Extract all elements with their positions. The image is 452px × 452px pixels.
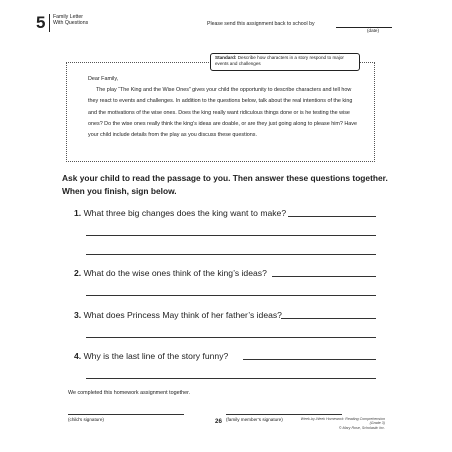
credit (300, 417, 385, 430)
standard-label: Standard: (215, 55, 237, 60)
assignment-type-line1: Family Letter (53, 14, 83, 20)
child-signature-label: (child’s signature) (68, 417, 104, 422)
answer-line[interactable] (281, 318, 376, 319)
child-signature-line[interactable] (68, 414, 184, 415)
standard-text: Describe how characters in a story respond to major events and challenges (215, 55, 344, 66)
answer-line[interactable] (288, 216, 376, 217)
answer-line[interactable] (86, 235, 376, 236)
credit-line-2: © Mary Rose, Scholastic Inc. (338, 425, 385, 430)
question-number: 4. (74, 351, 82, 361)
question-4 (74, 351, 228, 361)
answer-line[interactable] (86, 295, 376, 296)
credit-line-1: Week-by-Week Homework: Reading Comprehension (Grade 3) (300, 417, 385, 426)
date-label: (date) (367, 28, 380, 33)
assignment-type (53, 14, 88, 26)
standard-box (210, 53, 360, 71)
family-signature-line[interactable] (226, 414, 342, 415)
question-number: 3. (74, 310, 82, 320)
answer-line[interactable] (86, 378, 376, 379)
answer-line[interactable] (86, 337, 376, 338)
question-3 (74, 310, 282, 320)
question-number: 2. (74, 268, 82, 278)
family-signature-label: (family member’s signature) (226, 417, 283, 422)
answer-line[interactable] (243, 359, 376, 360)
page-number: 26 (215, 418, 222, 425)
send-back-text: Please send this assignment back to school by (207, 21, 315, 27)
answer-line[interactable] (86, 254, 376, 255)
date-blank[interactable] (336, 27, 392, 28)
question-2 (74, 268, 267, 278)
question-text: What do the wise ones think of the king’s ideas? (83, 268, 267, 278)
question-number: 1. (74, 208, 82, 218)
question-text: What three big changes does the king want to make? (83, 208, 287, 218)
question-1 (74, 208, 286, 218)
question-text: Why is the last line of the story funny? (83, 351, 229, 361)
assignment-type-line2: With Questions (53, 20, 89, 26)
question-text: What does Princess May think of her father’s ideas? (83, 310, 282, 320)
assignment-number: 5 (36, 13, 46, 32)
family-letter (88, 74, 360, 141)
letter-greeting: Dear Family, (88, 76, 119, 82)
completion-statement: We completed this homework assignment together. (68, 390, 191, 396)
instructions: Ask your child to read the passage to you. Then answer these questions together. When you finish, sign below. (62, 173, 388, 196)
answer-line[interactable] (272, 276, 376, 277)
header-divider (49, 14, 50, 32)
letter-body: The play “The King and the Wise Ones” gives your child the opportunity to describe characters and tell how they react to events and challenges. In addition to the questions below, talk about the real intentions of the king and the motivations of the wise ones. Does the king really want ridiculous things done or is he testing the wise ones? Do the wise ones really think the king’s ideas are doable, or are they just going along to please him? Have your child include details from the play as you discuss these questions. (88, 87, 357, 139)
